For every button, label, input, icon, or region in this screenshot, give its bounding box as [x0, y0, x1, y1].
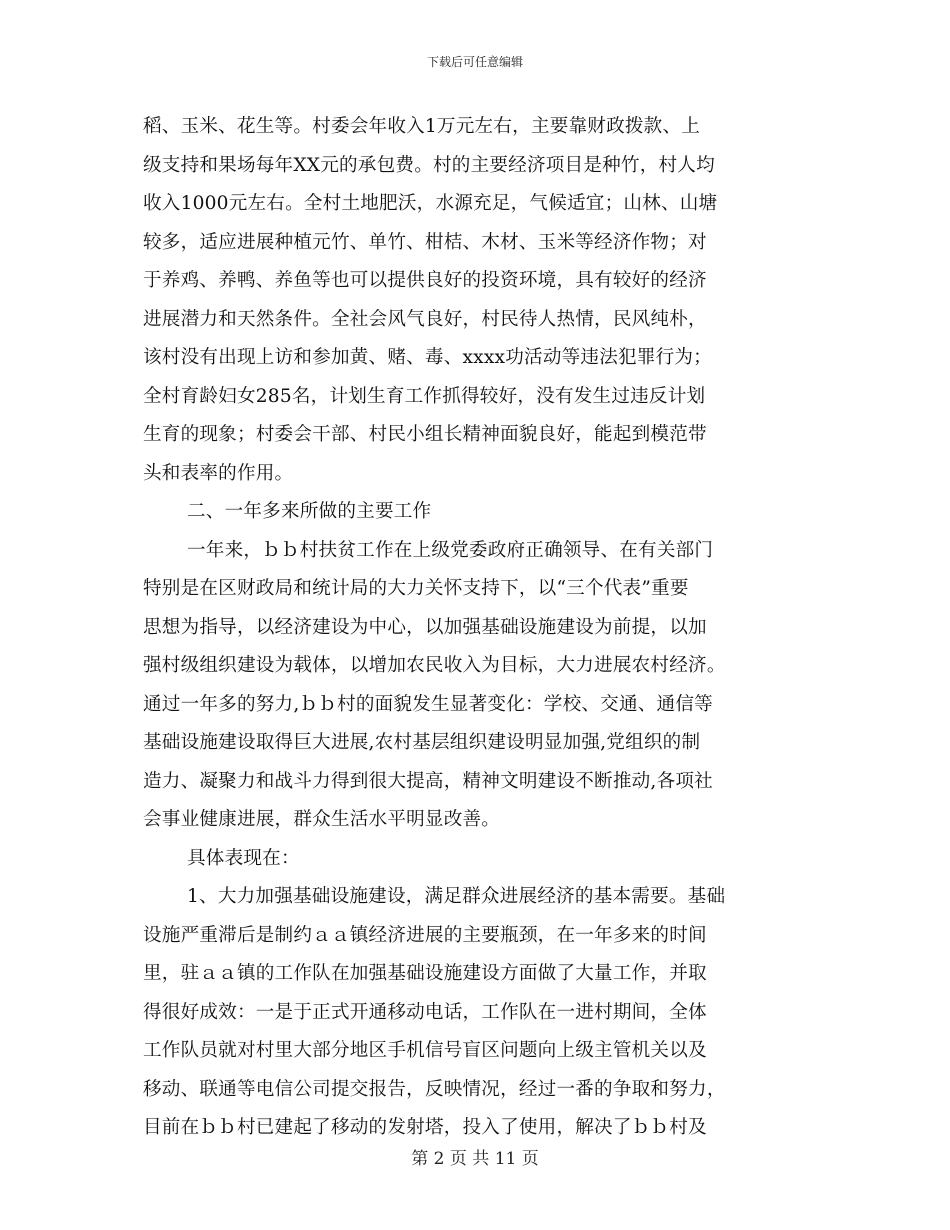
body-line: 1、大力加强基础设施建设，满足群众进展经济的基本需要。基础 — [187, 886, 726, 907]
body-line: 全村育龄妇女285名，计划生育工作抓得较好，没有发生过违反计划 — [143, 385, 706, 407]
body-line: 目前在ｂｂ村已建起了移动的发射塔，投入了使用，解决了ｂｂ村及 — [143, 1117, 707, 1138]
document-body — [143, 108, 809, 1148]
body-line: 工作队员就对村里大部分地区手机信号盲区问题向上级主管机关以及 — [143, 1040, 707, 1061]
body-line: 头和表率的作用。 — [143, 462, 294, 484]
body-line: 该村没有出现上访和参加黄、赌、毒、xxxx功活动等违法犯罪行为； — [143, 347, 712, 368]
page-header: 下载后可任意编辑 — [426, 55, 523, 69]
body-line: 移动、联通等电信公司提交报告，反映情况，经过一番的争取和努力， — [143, 1078, 726, 1100]
body-line: 特别是在区财政局和统计局的大力关怀支持下，以“三个代表”重要 — [143, 578, 689, 599]
body-line: 生育的现象；村委会干部、村民小组长精神面貌良好，能起到模范带 — [143, 424, 707, 445]
body-line: 级支持和果场每年XX元的承包费。村的主要经济项目是种竹，村人均 — [143, 154, 715, 176]
body-line: 会事业健康进展，群众生活水平明显改善。 — [143, 809, 501, 830]
body-line: 通过一年多的努力,ｂｂ村的面貌发生显著变化：学校、交通、通信等 — [143, 693, 713, 715]
body-line: 里，驻ａａ镇的工作队在加强基础设施建设方面做了大量工作，并取 — [143, 963, 707, 984]
body-line: 得很好成效：一是于正式开通移动电话，工作队在一进村期间，全体 — [143, 1001, 707, 1023]
body-line: 设施严重滞后是制约ａａ镇经济进展的主要瓶颈，在一年多来的时间 — [143, 924, 707, 946]
body-line: 进展潜力和天然条件。全社会风气良好，村民待人热情，民风纯朴， — [143, 308, 707, 330]
body-line: 造力、凝聚力和战斗力得到很大提高，精神文明建设不断推动,各项社 — [143, 770, 713, 792]
body-line: 收入1000元左右。全村土地肥沃，水源充足，气候适宜；山林、山塘 — [143, 193, 718, 214]
body-line: 基础设施建设取得巨大进展,农村基层组织建设明显加强,党组织的制 — [143, 732, 701, 753]
body-line: 一年来，ｂｂ村扶贫工作在上级党委政府正确领导、在有关部门 — [187, 539, 714, 561]
body-line: 于养鸡、养鸭、养鱼等也可以提供良好的投资环境，具有较好的经济 — [143, 270, 707, 291]
body-line: 较多，适应进展种植元竹、单竹、柑桔、木材、玉米等经济作物；对 — [143, 231, 707, 253]
body-line: 思想为指导，以经济建设为中心，以加强基础设施建设为前提，以加 — [143, 616, 707, 638]
section-heading: 二、一年多来所做的主要工作 — [187, 501, 432, 522]
body-line: 强村级组织建设为载体，以增加农民收入为目标，大力进展农村经济。 — [143, 655, 726, 676]
page-footer: 第 2 页 共 11 页 — [411, 1149, 539, 1169]
subheading: 具体表现在： — [187, 847, 300, 869]
body-line: 稻、玉米、花生等。村委会年收入1万元左右，主要靠财政拨款、上 — [143, 116, 701, 137]
